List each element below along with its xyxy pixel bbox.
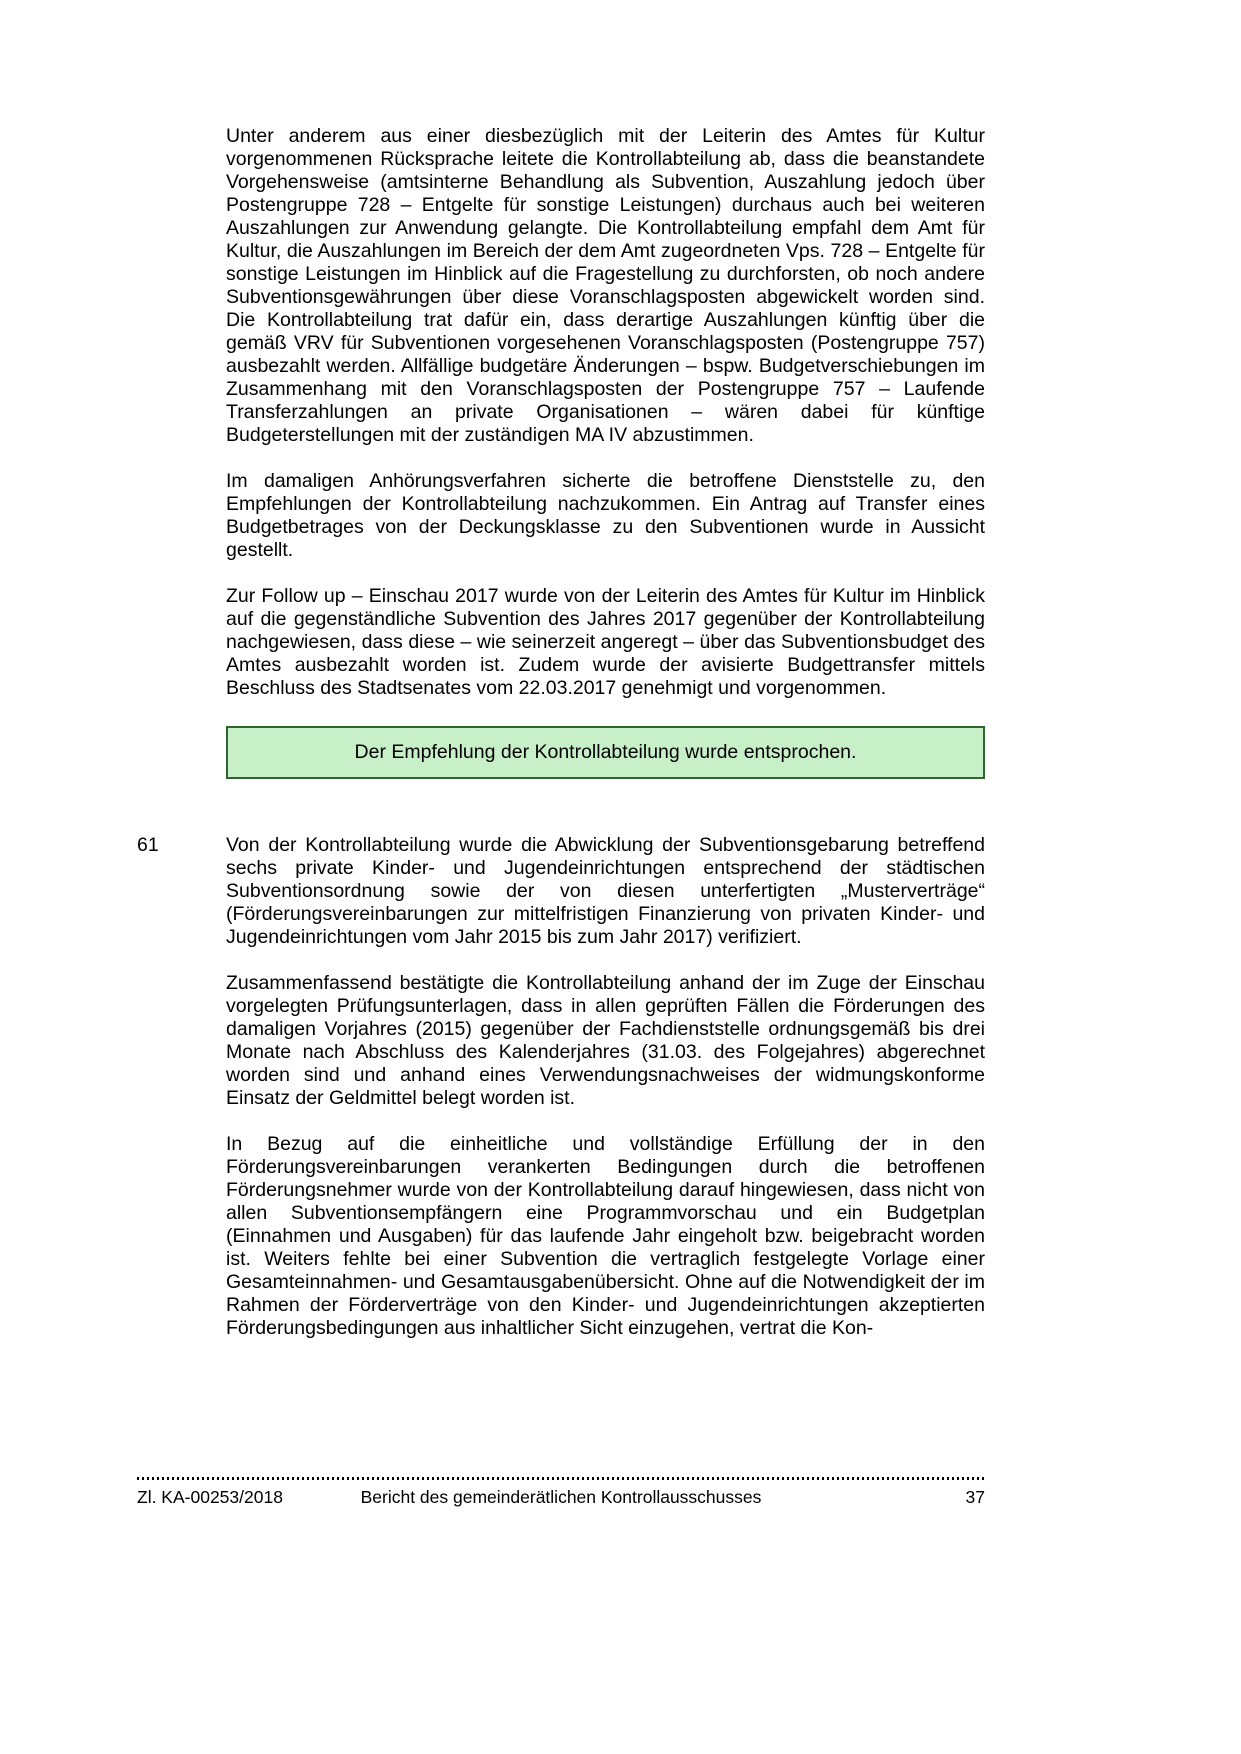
footer-divider [137,1477,985,1480]
paragraph: Zusammenfassend bestätigte die Kontrollabteilung anhand der im Zuge der Einschau vorgelegten Prüfungsunterlagen, dass in allen geprüften Fällen die Förderungen des damaligen Vorjahres (2015) gegenüber der Fachdienststelle ordnungsgemäß bis drei Monate nach Abschluss des Kalenderjahres (31.03. des Folgejahres) abgerechnet worden sind und anhand eines Verwendungsnachweises der widmungskonforme Einsatz der Geldmittel belegt worden ist. [226,972,985,1109]
recommendation-box [226,726,985,779]
section-61 [137,834,985,1340]
page-content [137,125,985,1363]
footer-reference: Zl. KA-00253/2018 [137,1487,283,1507]
recommendation-text: Der Empfehlung der Kontrollabteilung wurde entsprochen. [354,741,857,763]
paragraph: Unter anderem aus einer diesbezüglich mit der Leiterin des Amtes für Kultur vorgenommenen Rücksprache leitete die Kontrollabteilung ab, dass die beanstandete Vorgehensweise (amtsinterne Behandlung als Subvention, Auszahlung jedoch über Postengruppe 728 – Entgelte für sonstige Leistungen) durchaus auch bei weiteren Auszahlungen zur Anwendung gelangte. Die Kontrollabteilung empfahl dem Amt für Kultur, die Auszahlungen im Bereich der dem Amt zugeordneten Vps. 728 – Entgelte für sonstige Leistungen im Hinblick auf die Fragestellung zu durchforsten, ob noch andere Subventionsgewährungen über diese Voranschlagsposten abgewickelt worden sind. Die Kontrollabteilung trat dafür ein, dass derartige Auszahlungen künftig über die gemäß VRV für Subventionen vorgesehenen Voranschlagsposten (Postengruppe 757) ausbezahlt werden. Allfällige budgetäre Änderungen – bspw. Budgetverschiebungen im Zusammenhang mit den Voranschlagsposten der Postengruppe 757 – Laufende Transferzahlungen an private Organisationen – wären dabei für künftige Budgeterstellungen mit der zuständigen MA IV abzustimmen. [226,125,985,446]
paragraph: Von der Kontrollabteilung wurde die Abwicklung der Subventionsgebarung betreffend sechs private Kinder- und Jugendeinrichtungen entsprechend der städtischen Subventionsordnung sowie der von diesen unterfertigten „Musterverträge“ (Förderungsvereinbarungen zur mittelfristigen Finanzierung von privaten Kinder- und Jugendeinrichtungen vom Jahr 2015 bis zum Jahr 2017) verifiziert. [226,834,985,948]
footer-page-number: 37 [965,1487,985,1507]
footer-row [137,1487,985,1508]
footer-title: Bericht des gemeinderätlichen Kontrollausschusses [360,1487,762,1507]
section-number: 61 [137,834,159,856]
page-footer [137,1477,985,1508]
paragraph: In Bezug auf die einheitliche und vollständige Erfüllung der in den Förderungsvereinbarungen verankerten Bedingungen durch die betroffenen Förderungsnehmer wurde von der Kontrollabteilung darauf hingewiesen, dass nicht von allen Subventionsempfängern eine Programmvorschau und ein Budgetplan (Einnahmen und Ausgaben) für das laufende Jahr eingeholt bzw. beigebracht worden ist. Weiters fehlte bei einer Subvention die vertraglich festgelegte Vorlage einer Gesamteinnahmen- und Gesamtausgabenübersicht. Ohne auf die Notwendigkeit der im Rahmen der Förderverträge von den Kinder- und Jugendeinrichtungen akzeptierten Förderungsbedingungen aus inhaltlicher Sicht einzugehen, vertrat die Kon- [226,1133,985,1339]
paragraph: Zur Follow up – Einschau 2017 wurde von der Leiterin des Amtes für Kultur im Hinblick auf die gegenständliche Subvention des Jahres 2017 gegenüber der Kontrollabteilung nachgewiesen, dass diese – wie seinerzeit angeregt – über das Subventionsbudget des Amtes ausbezahlt worden ist. Zudem wurde der avisierte Budgettransfer mittels Beschluss des Stadtsenates vom 22.03.2017 genehmigt und vorgenommen. [226,585,985,699]
paragraph: Im damaligen Anhörungsverfahren sicherte die betroffene Dienststelle zu, den Empfehlungen der Kontrollabteilung nachzukommen. Ein Antrag auf Transfer eines Budgetbetrages von der Deckungsklasse zu den Subventionen wurde in Aussicht gestellt. [226,470,985,561]
